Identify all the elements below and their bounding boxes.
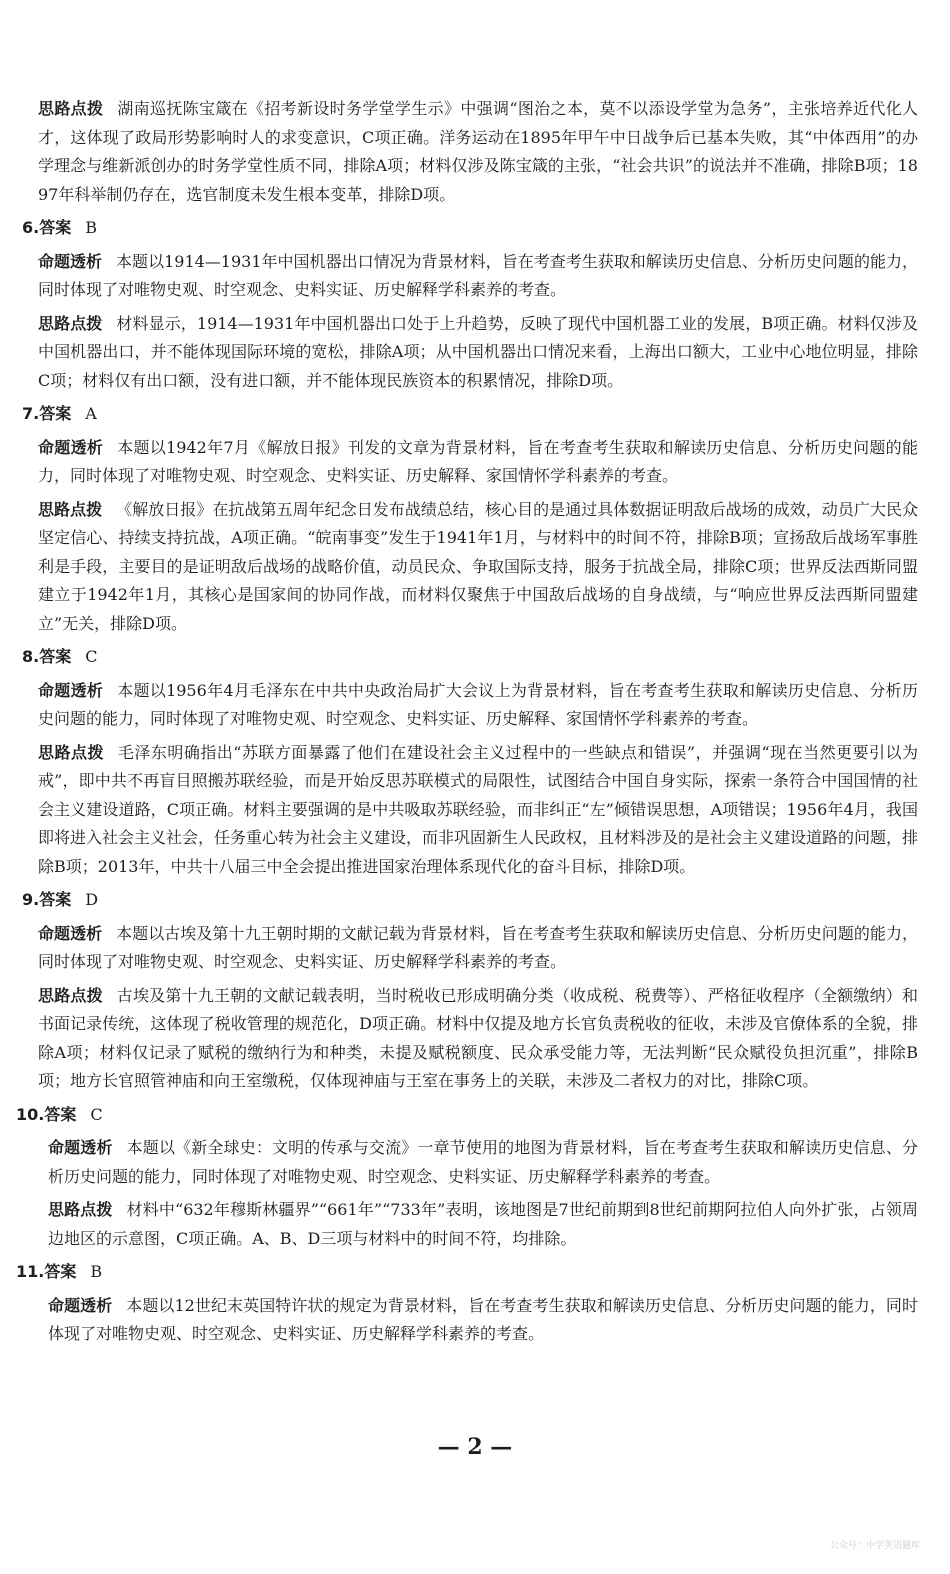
analysis-paragraph bbox=[48, 1196, 918, 1253]
intent-paragraph bbox=[38, 248, 918, 305]
intent-label: 命题透析 bbox=[38, 437, 104, 457]
intent-paragraph bbox=[48, 1134, 918, 1191]
answer-letter: B bbox=[85, 218, 97, 237]
analysis-paragraph bbox=[38, 739, 918, 882]
answer-letter: C bbox=[90, 1104, 103, 1124]
analysis-text: 《解放日报》在抗战第五周年纪念日发布战绩总结，核心目的是通过具体数据证明敌后战场的成效，动员广大民众坚定信心、持续支持抗战，A项正确。“皖南事变”发生于1941年1月，与材料中的时间不符，排除B项；宣扬敌后战场军事胜利是手段，主要目的是证明敌后战场的战略价值，动员民众、争取国际支持，服务于抗战全局，排除C项；世界反法西斯同盟建立于1942年1月，其核心是国家间的协同作战，而材料仅聚焦于中国敌后战场的自身战绩，与“响应世界反法西斯同盟建立”无关，排除D项。 bbox=[38, 499, 918, 633]
intent-text: 本题以《新全球史：文明的传承与交流》一章节使用的地图为背景材料，旨在考查考生获取和解读历史信息、分析历史问题的能力，同时体现了对唯物史观、时空观念、史料实证、历史解释学科素养的考查。 bbox=[48, 1138, 918, 1186]
intent-label: 命题透析 bbox=[48, 1138, 113, 1157]
intent-label: 命题透析 bbox=[38, 923, 103, 943]
analysis-text: 毛泽东明确指出“苏联方面暴露了他们在建设社会主义过程中的一些缺点和错误”，并强调“现在当然更要引以为戒”，即中共不再盲目照搬苏联经验，而是开始反思苏联模式的局限性，试图结合中国自身实际，探索一条符合中国国情的社会主义建设道路，C项正确。材料主要强调的是中共吸取苏联经验，而非纠正“左”倾错误思想，A项错误；1956年4月，我国即将进入社会主义社会，任务重心转为社会主义建设，而非巩固新生人民政权，且材料涉及的是社会主义建设道路的问题，排除B项；2013年，中共十八届三中全会提出推进国家治理体系现代化的奋斗目标，排除D项。 bbox=[38, 742, 919, 876]
answer-line-6: 6.答案 B bbox=[22, 218, 97, 237]
analysis-label: 思路点拨 bbox=[38, 313, 103, 333]
intro-analysis bbox=[38, 95, 918, 209]
analysis-paragraph bbox=[38, 982, 918, 1096]
answer-content bbox=[16, 95, 919, 1354]
intent-text: 本题以1956年4月毛泽东在中共中央政治局扩大会议上为背景材料，旨在考查考生获取和解读历史信息、分析历史问题的能力，同时体现了对唯物史观、时空观念、史料实证、历史解释、家国情怀学科素养的考查。 bbox=[38, 680, 918, 728]
answer-line-10: 10.答案 C bbox=[16, 1104, 103, 1124]
intent-text: 本题以古埃及第十九王朝时期的文献记载为背景材料，旨在考查考生获取和解读历史信息、分析历史问题的能力，同时体现了对唯物史观、时空观念、史料实证、历史解释学科素养的考查。 bbox=[38, 923, 918, 971]
intent-label: 命题透析 bbox=[38, 251, 103, 271]
intent-paragraph bbox=[38, 434, 918, 491]
analysis-label: 思路点拨 bbox=[38, 499, 103, 519]
analysis-paragraph bbox=[38, 496, 918, 639]
intent-text: 本题以1942年7月《解放日报》刊发的文章为背景材料，旨在考查考生获取和解读历史信息、分析历史问题的能力，同时体现了对唯物史观、时空观念、史料实证、历史解释、家国情怀学科素养的考查。 bbox=[38, 437, 918, 485]
analysis-text: 材料中“632年穆斯林疆界”“661年”“733年”表明，该地图是7世纪前期到8世纪前期阿拉伯人向外扩张，占领周边地区的示意图，C项正确。A、B、D三项与材料中的时间不符，均排除。 bbox=[48, 1200, 918, 1248]
analysis-label: 思路点拨 bbox=[38, 99, 104, 118]
intent-paragraph bbox=[48, 1292, 918, 1349]
intent-text: 本题以1914—1931年中国机器出口情况为背景材料，旨在考查考生获取和解读历史信息、分析历史问题的能力，同时体现了对唯物史观、时空观念、史料实证、历史解释学科素养的考查。 bbox=[38, 251, 918, 299]
answer-line-11: 11.答案 B bbox=[16, 1262, 103, 1281]
analysis-paragraph bbox=[38, 310, 918, 396]
intent-label: 命题透析 bbox=[38, 680, 104, 700]
answer-line-8: 8.答案 C bbox=[22, 647, 98, 666]
analysis-label: 思路点拨 bbox=[38, 742, 104, 762]
intent-label: 命题透析 bbox=[48, 1295, 113, 1315]
answer-letter: C bbox=[85, 647, 98, 666]
page-number: — 2 — bbox=[437, 1434, 513, 1460]
analysis-label: 思路点拨 bbox=[48, 1200, 113, 1219]
intent-text: 本题以12世纪末英国特许状的规定为背景材料，旨在考查考生获取和解读历史信息、分析历史问题的能力，同时体现了对唯物史观、时空观念、史料实证、历史解释学科素养的考查。 bbox=[48, 1295, 918, 1343]
answer-line-7: 7.答案 A bbox=[22, 404, 97, 423]
answer-letter: B bbox=[90, 1262, 103, 1281]
answer-line-9: 9.答案 D bbox=[22, 890, 99, 909]
answer-letter: D bbox=[85, 890, 99, 909]
intent-paragraph bbox=[38, 677, 918, 734]
analysis-text: 材料显示，1914—1931年中国机器出口处于上升趋势，反映了现代中国机器工业的发展，B项正确。材料仅涉及中国机器出口，并不能体现国际环境的宽松，排除A项；从中国机器出口情况来看，上海出口额大，工业中心地位明显，排除C项；材料仅有出口额，没有进口额，并不能体现民族资本的积累情况，排除D项。 bbox=[38, 313, 918, 390]
intent-paragraph bbox=[38, 920, 918, 977]
analysis-text: 古埃及第十九王朝的文献记载表明，当时税收已形成明确分类（收成税、税费等）、严格征收程序（全额缴纳）和书面记录传统，这体现了税收管理的规范化，D项正确。材料中仅提及地方长官负责税收的征收，未涉及官僚体系的全貌，排除A项；材料仅记录了赋税的缴纳行为和种类，未提及赋税额度、民众承受能力等，无法判断“民众赋役负担沉重”，排除B项；地方长官照管神庙和向王室缴税，仅体现神庙与王室在事务上的关联，未涉及二者权力的对比，排除C项。 bbox=[38, 985, 918, 1090]
analysis-label: 思路点拨 bbox=[38, 985, 103, 1005]
watermark: 公众号：中学英语题库 bbox=[829, 1541, 920, 1551]
answer-letter: A bbox=[85, 404, 97, 423]
analysis-text: 湖南巡抚陈宝箴在《招考新设时务学堂学生示》中强调“图治之本，莫不以添设学堂为急务”，主张培养近代化人才，这体现了政局形势影响时人的求变意识，C项正确。洋务运动在1895年甲午中日战争后已基本失败，其“中体西用”的办学理念与维新派创办的时务学堂性质不同，排除A项；材料仅涉及陈宝箴的主张，“社会共识”的说法并不准确，排除B项；1897年科举制仍存在，选官制度未发生根本变革，排除D项。 bbox=[38, 99, 918, 204]
